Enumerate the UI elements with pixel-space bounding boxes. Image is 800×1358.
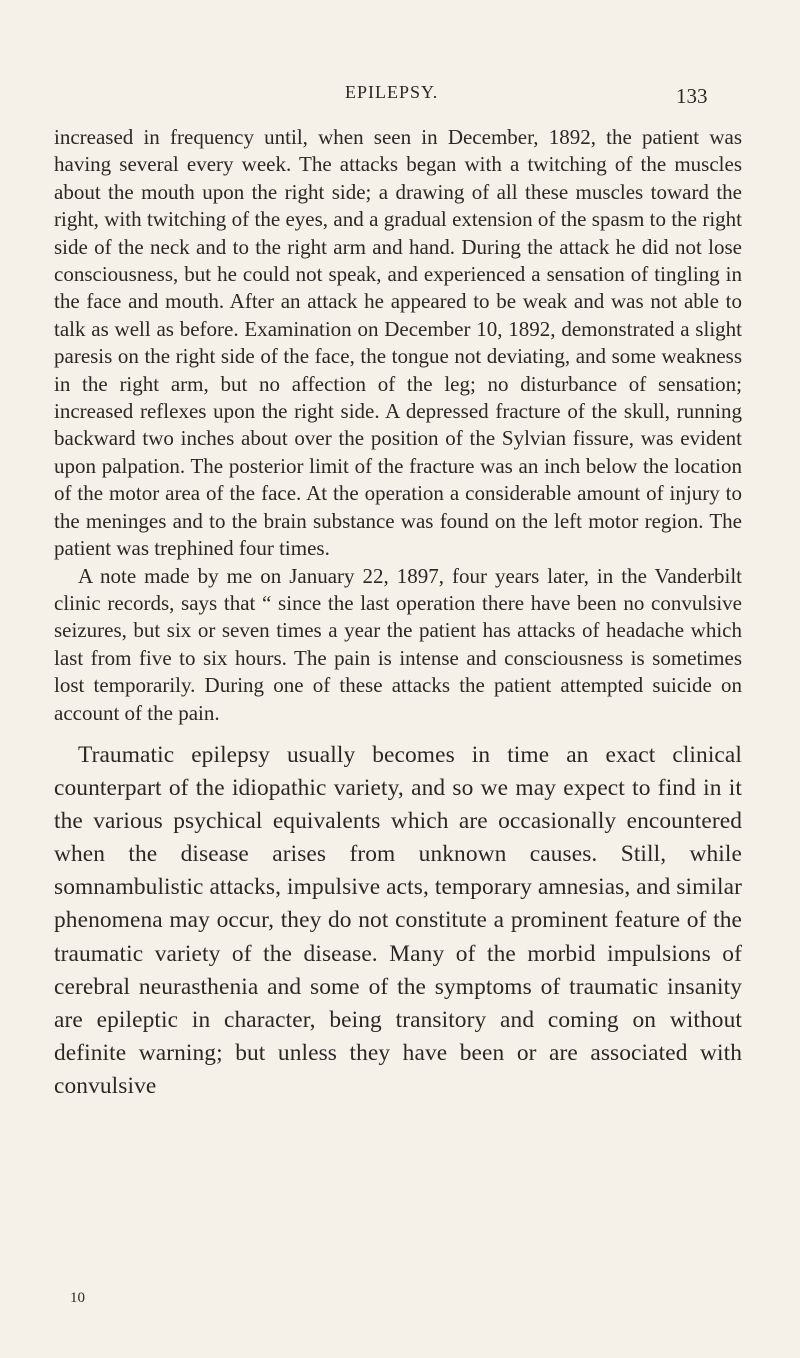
paragraph-case-history: increased in frequency until, when seen in December, 1892, the patient was having several every week. The attacks began with a twitching of the muscles about the mouth upon the right side; a drawing of all these muscles toward the right, with twitching of the eyes, and a gradual extension of the spasm to the right side of the neck and to the right arm and hand. During the attack he did not lose consciousness, but he could not speak, and experienced a sensation of tingling in the face and mouth. After an attack he appeared to be weak and was not able to talk as well as before. Examination on December 10, 1892, demonstrated a slight paresis on the right side of the face, the tongue not deviating, and some weakness in the right arm, but no affection of the leg; no disturbance of sensation; increased reflexes upon the right side. A depressed fracture of the skull, running backward two inches about over the position of the Sylvian fissure, was evident upon palpation. The posterior limit of the fracture was an inch below the location of the motor area of the face. At the operation a considerable amount of injury to the meninges and to the brain substance was found on the left motor region. The patient was trephined four times. <box>54 125 742 561</box>
paragraph-clinic-note: A note made by me on January 22, 1897, four years later, in the Vanderbilt clinic records, says that “ since the last operation there have been no convulsive seizures, but six or seven times a year the patient has attacks of headache which last from five to six hours. The pain is intense and consciousness is sometimes lost temporarily. During one of these attacks the patient attempted suicide on account of the pain. <box>54 563 742 725</box>
paragraph-traumatic-epilepsy: Traumatic epilepsy usually becomes in time an exact clinical counterpart of the idiopathic variety, and so we may expect to find in it the various psychical equivalents which are occasionally encountered when the disease arises from unknown causes. Still, while somnambulistic attacks, impulsive acts, temporary amnesias, and similar phenomena may occur, they do not constitute a prominent feature of the traumatic variety of the disease. Many of the morbid impulsions of cerebral neurasthenia and some of the symptoms of traumatic insanity are epileptic in character, being transitory and coming on without definite warning; but unless they have been or are associated with convulsive <box>54 741 742 1099</box>
running-title: EPILEPSY. <box>345 82 439 102</box>
signature-mark: 10 <box>70 1290 85 1306</box>
page-number: 133 <box>676 84 708 108</box>
body-text <box>54 124 742 1103</box>
running-head <box>0 82 800 122</box>
